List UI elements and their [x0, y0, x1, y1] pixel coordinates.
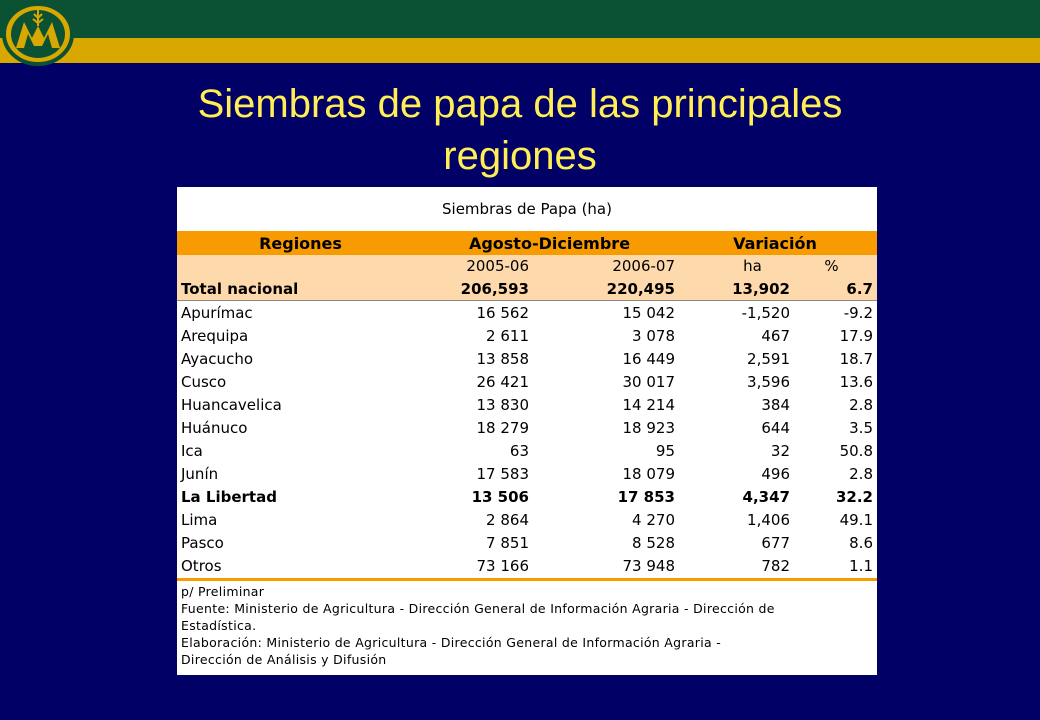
cell-y2: 14 214	[622, 395, 675, 414]
cell-pct: 50.8	[839, 441, 873, 460]
cell-ha: 644	[761, 418, 790, 437]
cell-y2: 30 017	[622, 372, 675, 391]
cell-y1: 206,593	[460, 279, 529, 298]
cell-name: La Libertad	[181, 487, 277, 506]
table-row	[177, 439, 877, 462]
subheader-y2: 2006-07	[612, 257, 675, 275]
table-row-total	[177, 277, 877, 301]
subheader-ha: ha	[743, 257, 762, 275]
cell-y2: 73 948	[622, 556, 675, 575]
cell-y1: 18 279	[476, 418, 529, 437]
cell-ha: 677	[761, 533, 790, 552]
table-subheader-row	[177, 255, 877, 277]
cell-pct: -9.2	[843, 303, 873, 322]
cell-y2: 16 449	[622, 349, 675, 368]
note-preliminar: p/ Preliminar	[181, 584, 265, 599]
cell-y1: 7 851	[486, 533, 529, 552]
cell-name: Huancavelica	[181, 395, 282, 414]
header-regions: Regiones	[259, 233, 342, 253]
cell-ha: 13,902	[732, 279, 790, 298]
subheader-pct: %	[824, 257, 839, 275]
cell-name: Huánuco	[181, 418, 248, 437]
cell-ha: 3,596	[747, 372, 790, 391]
cell-y1: 2 611	[486, 326, 529, 345]
note-fuente-line-2: Estadística.	[181, 618, 257, 633]
cell-ha: 384	[761, 395, 790, 414]
cell-pct: 3.5	[849, 418, 873, 437]
slide-title	[110, 78, 930, 182]
cell-y2: 15 042	[622, 303, 675, 322]
table-row	[177, 531, 877, 554]
cell-y1: 17 583	[476, 464, 529, 483]
title-line-1: Siembras de papa de las principales	[197, 82, 843, 126]
table-row	[177, 324, 877, 347]
table-caption: Siembras de Papa (ha)	[442, 200, 612, 218]
cell-ha: 4,347	[742, 487, 790, 506]
cell-y2: 3 078	[632, 326, 675, 345]
note-fuente-line-1: Fuente: Ministerio de Agricultura - Dirección General de Información Agraria - Dirección de	[181, 601, 775, 616]
cell-y2: 95	[655, 441, 675, 460]
cell-name: Apurímac	[181, 303, 253, 322]
cell-pct: 13.6	[839, 372, 873, 391]
cell-pct: 2.8	[849, 464, 873, 483]
cell-ha: 782	[761, 556, 790, 575]
cell-y1: 63	[509, 441, 529, 460]
cell-name: Lima	[181, 510, 218, 529]
table-row	[177, 347, 877, 370]
cell-y1: 16 562	[476, 303, 529, 322]
cell-pct: 6.7	[846, 279, 873, 298]
cell-pct: 17.9	[839, 326, 873, 345]
cell-name: Arequipa	[181, 326, 249, 345]
data-table	[177, 187, 877, 675]
cell-pct: 32.2	[835, 487, 873, 506]
table-header-row	[177, 231, 877, 255]
cell-y1: 13 858	[476, 349, 529, 368]
cell-name: Ica	[181, 441, 203, 460]
note-elaboracion-line-1: Elaboración: Ministerio de Agricultura - Dirección General de Información Agraria -	[181, 635, 722, 650]
ministry-logo-icon	[2, 2, 74, 66]
header-band-green	[0, 0, 1040, 38]
cell-pct: 18.7	[839, 349, 873, 368]
header-variation: Variación	[733, 233, 817, 253]
cell-y1: 13 506	[471, 487, 529, 506]
table-row	[177, 393, 877, 416]
cell-y2: 8 528	[632, 533, 675, 552]
cell-name: Junín	[181, 464, 219, 483]
cell-ha: 1,406	[747, 510, 790, 529]
table-row	[177, 370, 877, 393]
cell-ha: 467	[761, 326, 790, 345]
cell-pct: 1.1	[849, 556, 873, 575]
subheader-y1: 2005-06	[466, 257, 529, 275]
table-row-highlight	[177, 485, 877, 508]
title-line-2: regiones	[443, 134, 597, 178]
table-row	[177, 462, 877, 485]
note-elaboracion-line-2: Dirección de Análisis y Difusión	[181, 652, 387, 667]
cell-y1: 26 421	[476, 372, 529, 391]
cell-y2: 18 079	[622, 464, 675, 483]
cell-pct: 2.8	[849, 395, 873, 414]
cell-name: Otros	[181, 556, 222, 575]
cell-ha: -1,520	[741, 303, 790, 322]
cell-ha: 496	[761, 464, 790, 483]
header-band-gold	[0, 38, 1040, 63]
table-row	[177, 554, 877, 577]
cell-y1: 2 864	[486, 510, 529, 529]
cell-y2: 18 923	[622, 418, 675, 437]
cell-y1: 13 830	[476, 395, 529, 414]
cell-ha: 32	[770, 441, 790, 460]
cell-pct: 8.6	[849, 533, 873, 552]
cell-y1: 73 166	[476, 556, 529, 575]
cell-pct: 49.1	[839, 510, 873, 529]
table-row	[177, 508, 877, 531]
table-row	[177, 416, 877, 439]
cell-y2: 220,495	[606, 279, 675, 298]
cell-ha: 2,591	[747, 349, 790, 368]
cell-name: Cusco	[181, 372, 227, 391]
cell-name: Ayacucho	[181, 349, 253, 368]
table-row	[177, 301, 877, 324]
table-notes	[177, 578, 877, 670]
cell-y2: 17 853	[617, 487, 675, 506]
cell-name: Total nacional	[181, 279, 299, 298]
cell-name: Pasco	[181, 533, 224, 552]
header-period: Agosto-Diciembre	[468, 233, 631, 253]
cell-y2: 4 270	[632, 510, 675, 529]
